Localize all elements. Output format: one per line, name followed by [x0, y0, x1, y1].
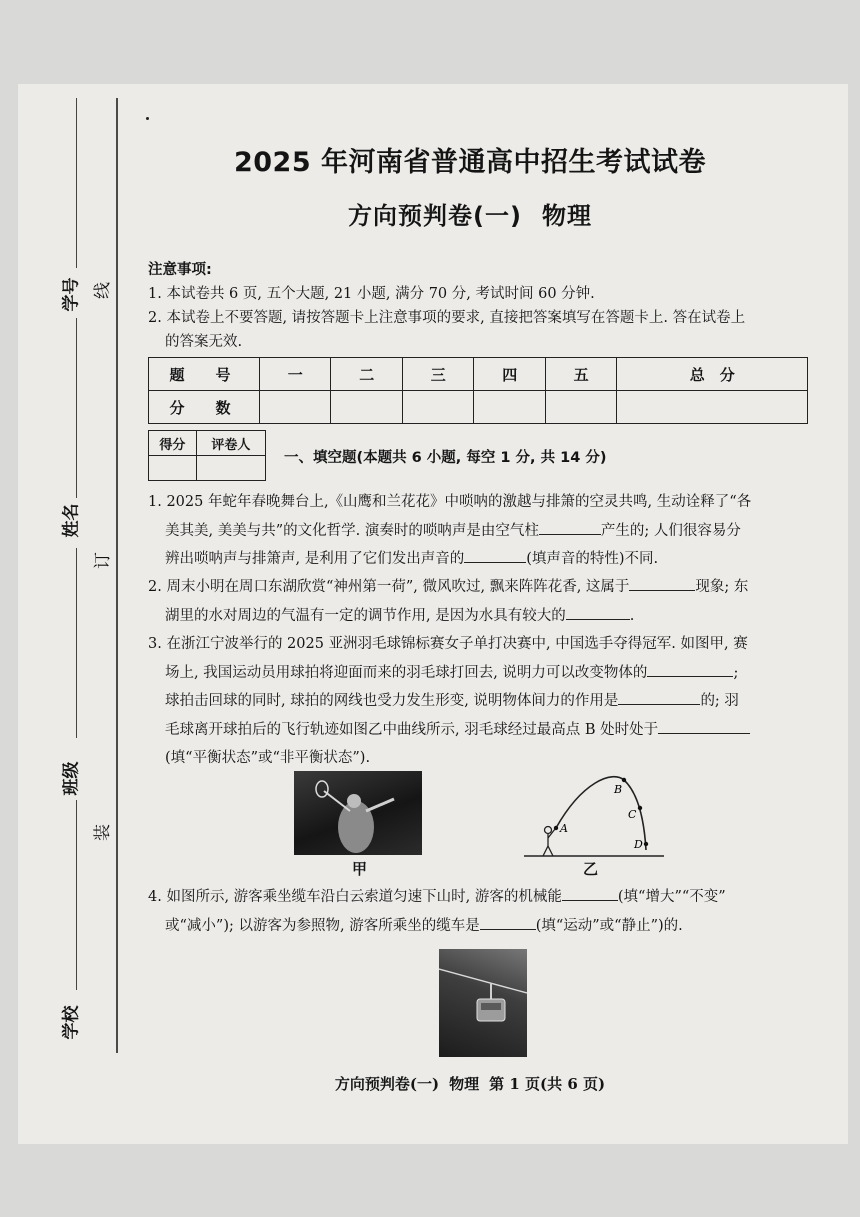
point-d-label: D [634, 838, 643, 851]
question-1 [148, 488, 816, 574]
q3-line: 球拍击回球的同时, 球拍的网线也受力发生形变, 说明物体间力的作用是 的; 羽 [148, 687, 816, 716]
note-item: 1. 本试卷共 6 页, 五个大题, 21 小题, 满分 70 分, 考试时间 60 分钟. [148, 286, 595, 302]
student-id-label: 学号 [61, 277, 82, 312]
answer-blank [658, 719, 750, 734]
grader-name-label: 评卷人 [196, 431, 265, 456]
exam-title: 2025 年河南省普通高中招生考试试卷 [233, 147, 707, 178]
point-c-label: C [628, 808, 637, 821]
footer-subject: 物理 [449, 1075, 480, 1093]
q4-line: 4. 如图所示, 游客乘坐缆车沿白云索道匀速下山时, 游客的机械能 (填“增大”“不变” [148, 883, 816, 912]
question-2 [148, 573, 816, 630]
q3-line: 3. 在浙江宁波举行的 2025 亚洲羽毛球锦标赛女子单打决赛中, 中国选手夺得冠军. 如图甲, 赛 [148, 636, 748, 652]
grader-score-label: 得分 [149, 431, 197, 456]
q2-line: 湖里的水对周边的气温有一定的调节作用, 是因为水具有较大的 . [148, 602, 816, 631]
score-table-header: 五 [545, 358, 616, 391]
exam-notes [148, 258, 813, 354]
binding-margin [18, 84, 120, 1144]
point-d [644, 842, 648, 846]
answer-blank [618, 690, 700, 705]
print-dot [146, 117, 149, 120]
class-line [76, 548, 77, 738]
q4-line: 或“减小”); 以游客为参照物, 游客所乘坐的缆车是 (填“运动”或“静止”)的. [148, 912, 816, 941]
grader-score-cell [149, 456, 197, 481]
score-cell [331, 391, 402, 424]
note-item: 的答案无效. [165, 334, 243, 350]
footer-paper: 方向预判卷(一) [334, 1075, 440, 1093]
q3-line: (填“平衡状态”或“非平衡状态”). [165, 750, 371, 766]
player-stick-figure [543, 827, 555, 857]
point-b-label: B [614, 783, 623, 796]
binding-mark-bind: 装 [93, 824, 113, 841]
answer-blank [539, 520, 601, 535]
question-4 [148, 883, 816, 940]
binding-line [116, 98, 118, 1053]
school-label: 学校 [61, 1005, 82, 1040]
score-table-header: 题 号 [149, 358, 260, 391]
name-line-upper [76, 318, 77, 498]
figure-caption-b: 乙 [583, 860, 599, 878]
q1-line: 美其美, 美美与共”的文化哲学. 演奏时的唢呐声是由空气柱 产生的; 人们很容易分 [148, 517, 816, 546]
q1-line: 辨出唢呐声与排箫声, 是利用了它们发出声音的 (填声音的特性)不同. [148, 545, 816, 574]
badminton-player-icon [294, 771, 422, 855]
score-cell [617, 391, 808, 424]
exam-subtitle [150, 196, 790, 231]
binding-mark-line: 线 [93, 282, 113, 299]
notes-heading: 注意事项: [148, 262, 212, 278]
answer-blank [566, 605, 630, 620]
answer-blank [647, 662, 733, 677]
score-table-header: 一 [260, 358, 331, 391]
q3-line: 场上, 我国运动员用球拍将迎面而来的羽毛球打回去, 说明力可以改变物体的 ; [148, 659, 816, 688]
subject-name: 物理 [541, 202, 592, 230]
question-3 [148, 630, 816, 773]
grader-name-cell [196, 456, 265, 481]
q3-line: 毛球离开球拍后的飞行轨迹如图乙中曲线所示, 羽毛球经过最高点 B 处时处于 [148, 716, 816, 745]
school-line [76, 800, 77, 990]
trajectory-diagram [522, 772, 672, 864]
footer-page: 第 1 页(共 6 页) [489, 1075, 606, 1093]
answer-blank [480, 915, 536, 930]
score-cell [402, 391, 473, 424]
cable-car-icon [439, 949, 527, 1057]
score-table [148, 357, 808, 424]
cable-car-photo [439, 949, 527, 1057]
note-item: 2. 本试卷上不要答题, 请按答题卡上注意事项的要求, 直接把答案填写在答题卡上. 答在试卷上 [148, 310, 746, 326]
q1-line: 1. 2025 年蛇年春晚舞台上,《山鹰和兰花花》中唢呐的激越与排箫的空灵共鸣, 生动诠释了“各 [148, 494, 752, 510]
point-a-label: A [560, 822, 568, 835]
section-heading: 一、填空题(本题共 6 小题, 每空 1 分, 共 14 分) [284, 450, 607, 466]
point-b [622, 778, 626, 782]
score-table-header-row [149, 358, 808, 391]
name-label: 姓名 [61, 503, 82, 538]
grader-box [148, 430, 266, 481]
q2-line: 2. 周末小明在周口东湖欣赏“神州第一荷”, 微风吹过, 飘来阵阵花香, 这属于 现象; 东 [148, 573, 816, 602]
figure-caption-a: 甲 [352, 860, 368, 878]
score-cell [474, 391, 545, 424]
paper-name: 方向预判卷(一) [348, 202, 522, 230]
score-cell [260, 391, 331, 424]
badminton-photo [294, 771, 422, 855]
answer-blank [464, 548, 526, 563]
score-row-label: 分 数 [149, 391, 260, 424]
score-table-header: 四 [474, 358, 545, 391]
student-id-line [76, 98, 77, 268]
class-label: 班级 [61, 761, 82, 796]
score-cell [545, 391, 616, 424]
binding-mark-staple: 订 [93, 552, 113, 569]
point-c [638, 806, 642, 810]
score-table-score-row [149, 391, 808, 424]
score-table-header: 总 分 [617, 358, 808, 391]
score-table-header: 二 [331, 358, 402, 391]
page-footer [150, 1073, 790, 1094]
score-table-header: 三 [402, 358, 473, 391]
answer-blank [629, 576, 695, 591]
answer-blank [562, 886, 618, 901]
